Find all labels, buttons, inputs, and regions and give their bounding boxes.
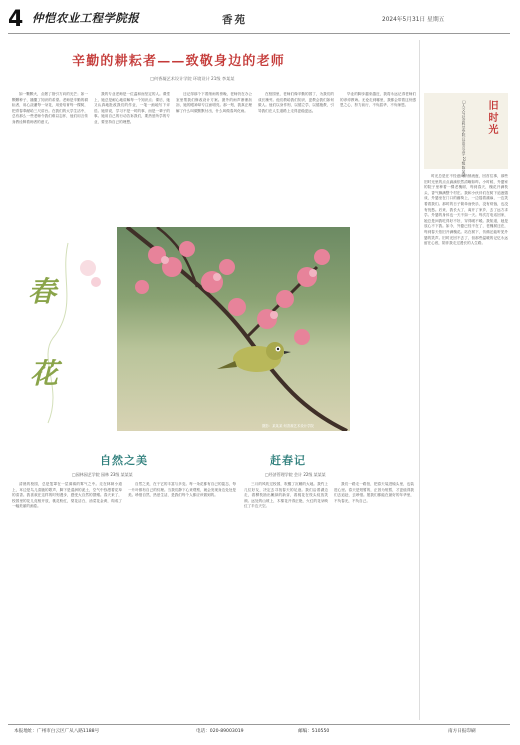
article-column-3: 还记得那个下着细雨的傍晚，老师仍在办公室里帮我们修改设计方案。窗外的雨声淅淅沥沥，她的眼神却专注而明亮。那一刻，我真正理解了什么叫做默默付出，什么叫做春风化雨。 — [176, 92, 252, 113]
spring-article-title: 赶春记 — [270, 454, 306, 467]
issue-date: 2024年5月31日 星期五 — [382, 17, 445, 23]
photo-caption: 摄影：某某某 何香凝艺术设计学院 — [262, 424, 314, 428]
footer-rule — [8, 724, 510, 725]
nature-article-title: 自然之美 — [100, 454, 148, 467]
column-divider — [419, 40, 420, 720]
article-byline: □何香凝艺术设计学院 环境设计 21级 李某某 — [150, 76, 235, 81]
ink-art — [8, 238, 114, 428]
bird — [217, 342, 291, 372]
article-title: 辛勤的耕耘者——致敬身边的老师 — [72, 54, 286, 69]
page-number: 4 — [8, 7, 24, 32]
blossom-photo-svg — [117, 227, 350, 431]
sidebar-column-text: 时光总是在不经意间悄悄流逝，回首往事，那些旧时光里的点点滴滴依然清晰如昨。小时候，外婆家的院子里种着一棵老槐树，每到春天，槐花开满枝头，香气飘满整个村庄。我和小伙伴们在树下追逐嬉戏，外婆坐在门口的藤椅上，一边摇着蒲扇，一边笑着看我们。那时的日子简单而快乐，没有烦恼，也没有忧愁。后来，我长大了，离开了家乡，去了远方求学。外婆的身体也一天不如一天。每次打电话回家，她总是问我吃得好不好，穿得暖不暖。我知道，她是放心不下我。如今，外婆已经不在了，老槐树还在，每到春天依旧开满槐花。站在树下，仿佛还能听见外婆的笑声。旧时光回不去了，但那些温暖的记忆永远留在心底，陪伴我走过漫长的人生路。 — [424, 174, 508, 246]
nature-article-column-1: 清晨的校园，总是笼罩在一层薄薄的雾气之中。走在林荫小道上，耳边是鸟儿清脆的歌声，脚下是湿润的泥土，空气中弥漫着花草的清香。我喜欢在这样的时刻漫步，感受大自然的馈赠。春天来了，校园里的花儿竞相开放，桃花粉红，梨花洁白，油菜花金黄，构成了一幅美丽的画卷。 — [12, 482, 122, 509]
article-column-1: 如一颗颗火，点燃了指引方向的光芒；如一颗颗种子，播撒了知识的希望。老师是辛勤的耕耘者，用心浇灌每一朵花，用爱培育每一棵树，把青春奉献给三尺讲台。在我们的大学生活中，总有那么一些老师令我们难以忘怀，他们用言传身教诠释着师者的意义。 — [12, 92, 88, 124]
spring-article-column-1: 三月的风吹过校园，吹醒了沉睡的大地。我约上几位好友，决定去寻找春天的足迹。我们沿着湖边走，看柳枝抽出嫩绿的新芽，看桃花在枝头绽放笑颜。远处的山坡上，木棉花开得正艳，火红的花朵映红了半边天空。 — [244, 482, 328, 509]
sidebar-byline: □人文与社会科学学院 汉语言文学 22级 陈某某 — [462, 100, 466, 177]
footer-phone: 电话：020-89003019 — [196, 729, 244, 734]
ink-char-flower: 花 — [30, 357, 59, 390]
footer-postcode: 邮编：510550 — [298, 729, 330, 734]
footer-printer: 南方日报印刷 — [448, 729, 476, 734]
article-column-4: 在校园里，老师们像辛勤的园丁，为我们的成长操劳。他们教给我们知识，更教会我们如何做人。他们以身作则，以德立学，以德施教，引导我们在人生道路上走得更稳更远。 — [258, 92, 334, 113]
spring-article-column-2: 我们一路走一路拍，把春天装进镜头里，也装进心里。春天是短暂的，正因为短暂，才更值得我们去追赶，去珍惜。愿我们都能在最好的年华里，不负春光，不负自己。 — [334, 482, 414, 503]
blossom-photo — [117, 227, 350, 431]
spring-article-byline: □经济管理学院 会计 22级 某某某 — [265, 472, 326, 477]
sidebar-title: 旧时光 — [486, 100, 497, 136]
masthead: 仲恺农业工程学院报 — [32, 11, 140, 25]
nature-article-byline: □园林园艺学院 园林 23级 某某某 — [72, 472, 133, 477]
article-column-5: 毕业的脚步越来越近，我将永远记得老师们的谆谆教诲。无论走到哪里，我都会带着这份感恩之心，努力前行，不负韶华，不负师恩。 — [340, 92, 416, 108]
ink-art-svg — [8, 238, 114, 428]
header-rule — [8, 33, 510, 34]
ink-char-spring: 春 — [28, 275, 57, 308]
article-column-2: 我的专业老师是一位温和而坚定的人。课堂上，她总是耐心地讲解每一个知识点；课后，她又认真地批改我们的作业，一笔一画地写下评语。她常说，学习不是一时的事，而是一辈子的事。她用自己的行动告诉我们，要热爱所学的专业，要坚持自己的理想。 — [94, 92, 170, 124]
footer-address: 本报地址：广州市白云区广从八路1188号 — [14, 729, 100, 734]
section-label: 香苑 — [222, 14, 247, 26]
nature-article-column-2: 自然之美，在于它的丰富与多变。每一朵花都有自己的姿态，每一片叶都有自己的纹理。当我们静下心来观察，就会发现身边处处是美。珍惜自然，热爱生活，是我们每个人都应该做到的。 — [128, 482, 236, 498]
